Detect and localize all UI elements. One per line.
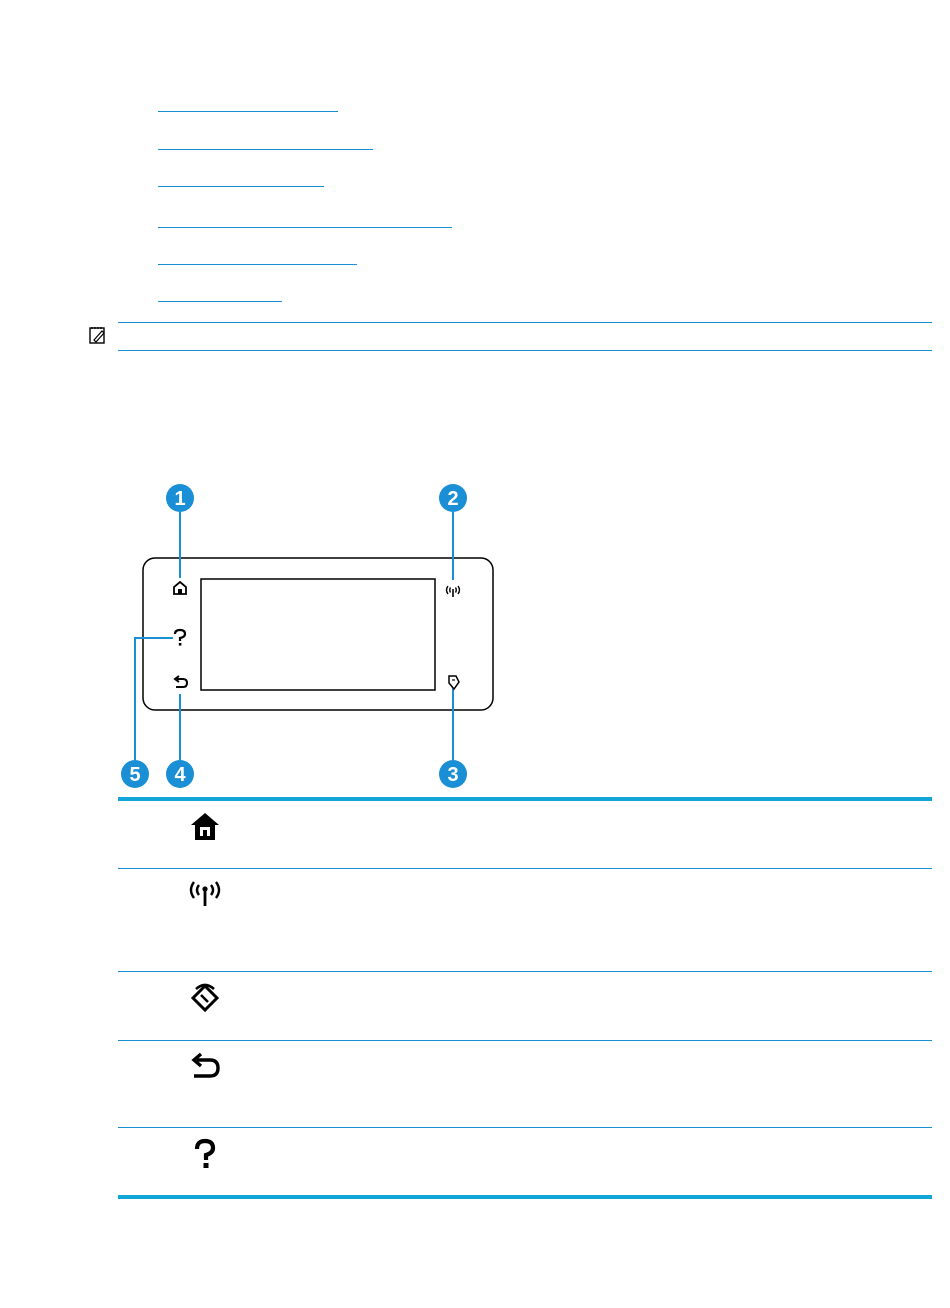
table-bottom-rule bbox=[118, 1195, 932, 1199]
table-row-sep-3 bbox=[118, 1040, 932, 1041]
callout-1 bbox=[166, 484, 194, 512]
table-row-sep-1 bbox=[118, 868, 932, 869]
callout-3 bbox=[439, 760, 467, 788]
toc-link-1[interactable] bbox=[158, 97, 338, 112]
callout-5 bbox=[121, 760, 149, 788]
table-row-sep-4 bbox=[118, 1127, 932, 1128]
note-icon bbox=[88, 325, 108, 345]
toc-link-5[interactable] bbox=[158, 250, 357, 265]
help-icon bbox=[188, 1138, 222, 1172]
svg-text:2: 2 bbox=[447, 488, 459, 510]
toc-link-6[interactable] bbox=[158, 287, 282, 302]
svg-text:1: 1 bbox=[174, 488, 186, 510]
toc-link-3[interactable] bbox=[158, 172, 324, 187]
svg-text:4: 4 bbox=[174, 764, 186, 786]
svg-text:5: 5 bbox=[129, 764, 141, 786]
note-rule-bottom bbox=[118, 350, 932, 351]
back-icon bbox=[188, 1051, 222, 1085]
home-icon bbox=[188, 810, 222, 844]
panel-screen bbox=[201, 579, 435, 690]
callout-2 bbox=[439, 484, 467, 512]
toc-link-2[interactable] bbox=[158, 135, 373, 150]
note-rule-top bbox=[118, 322, 932, 323]
svg-text:3: 3 bbox=[447, 764, 459, 786]
callout-4 bbox=[166, 760, 194, 788]
table-top-rule bbox=[118, 797, 932, 801]
control-panel-diagram bbox=[110, 480, 510, 790]
wireless-icon bbox=[188, 878, 222, 912]
table-row-sep-2 bbox=[118, 971, 932, 972]
toc-link-4[interactable] bbox=[158, 213, 452, 228]
nfc-icon bbox=[188, 981, 222, 1015]
